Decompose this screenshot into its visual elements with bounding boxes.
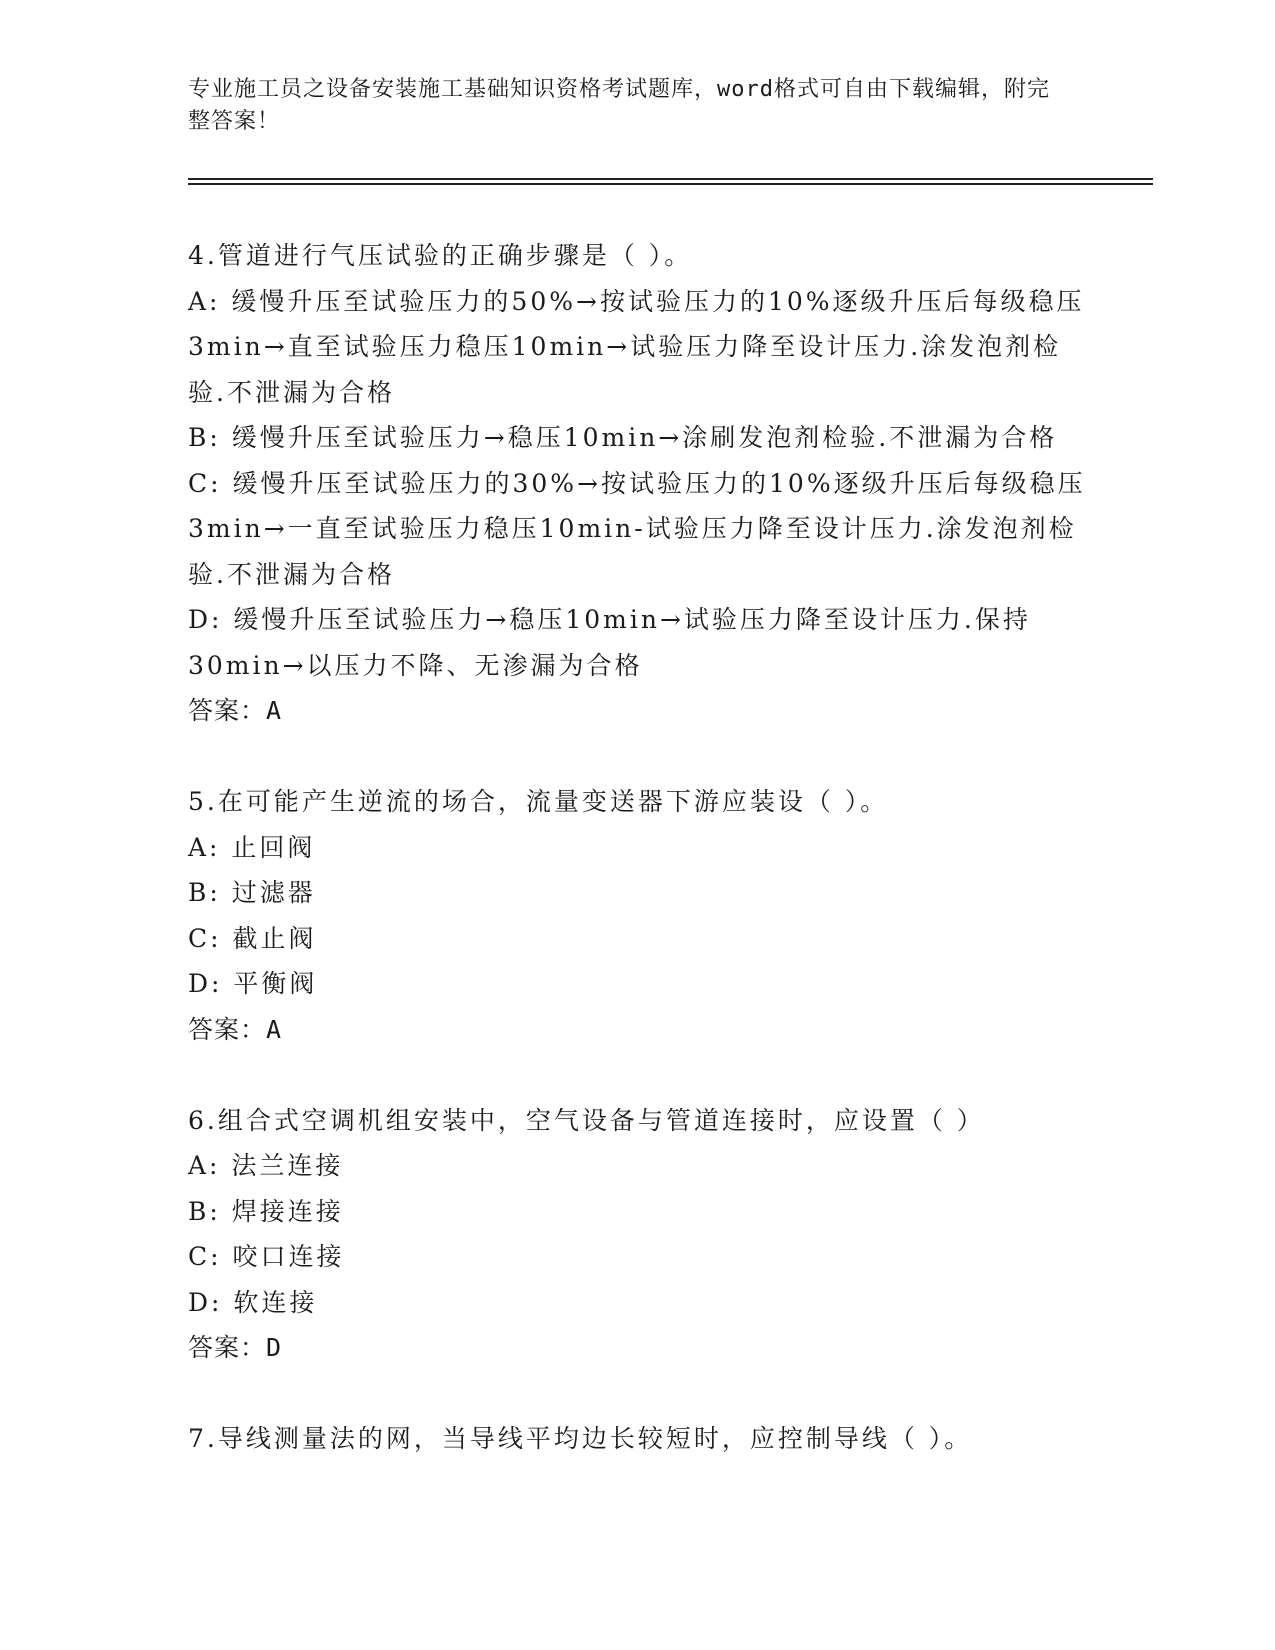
header-rule-bottom	[188, 183, 1153, 185]
answer: 答案：D	[188, 1333, 283, 1362]
document-header: 专业施工员之设备安装施工基础知识资格考试题库，word格式可自由下载编辑，附完整答案！	[188, 77, 1050, 134]
question-title: 5.在可能产生逆流的场合，流量变送器下游应装设（ ）。	[188, 787, 889, 816]
option-b: B: 焊接连接	[188, 1196, 344, 1226]
spacer	[188, 1371, 1088, 1417]
option-a: A: 缓慢升压至试验压力的50%→按试验压力的10%逐级升压后每级稳压3min→直至试验压力稳压10min→试验压力降至设计压力.涂发泡剂检验.不泄漏为合格	[188, 286, 1085, 407]
question-list	[188, 233, 1088, 1462]
option-d: D: 缓慢升压至试验压力→稳压10min→试验压力降至设计压力.保持30min→以压力不降、无渗漏为合格	[188, 605, 1031, 680]
question-title: 6.组合式空调机组安装中，空气设备与管道连接时，应设置（ ）	[188, 1105, 985, 1135]
option-d: D: 平衡阀	[188, 969, 318, 998]
option-c: C: 咬口连接	[188, 1242, 345, 1271]
option-c: C: 截止阀	[188, 923, 317, 953]
question-4	[188, 233, 1088, 734]
answer: 答案：A	[188, 1014, 283, 1044]
option-c: C: 缓慢升压至试验压力的30%→按试验压力的10%逐级升压后每级稳压3min→一直至试验压力稳压10min-试验压力降至设计压力.涂发泡剂检验.不泄漏为合格	[188, 468, 1086, 589]
option-a: A: 止回阀	[188, 832, 316, 862]
spacer	[188, 1052, 1088, 1098]
spacer	[188, 734, 1088, 780]
answer: 答案：A	[188, 696, 283, 725]
header-rule-top	[188, 178, 1153, 180]
question-title: 7.导线测量法的网，当导线平均边长较短时，应控制导线（ ）。	[188, 1424, 973, 1453]
option-b: B: 过滤器	[188, 878, 316, 907]
question-6	[188, 1098, 1088, 1371]
option-b: B: 缓慢升压至试验压力→稳压10min→涂刷发泡剂检验.不泄漏为合格	[188, 423, 1058, 452]
question-7	[188, 1416, 1088, 1462]
option-a: A: 法兰连接	[188, 1151, 344, 1180]
option-d: D: 软连接	[188, 1287, 318, 1317]
question-5	[188, 779, 1088, 1052]
question-title: 4.管道进行气压试验的正确步骤是（ ）。	[188, 241, 693, 270]
